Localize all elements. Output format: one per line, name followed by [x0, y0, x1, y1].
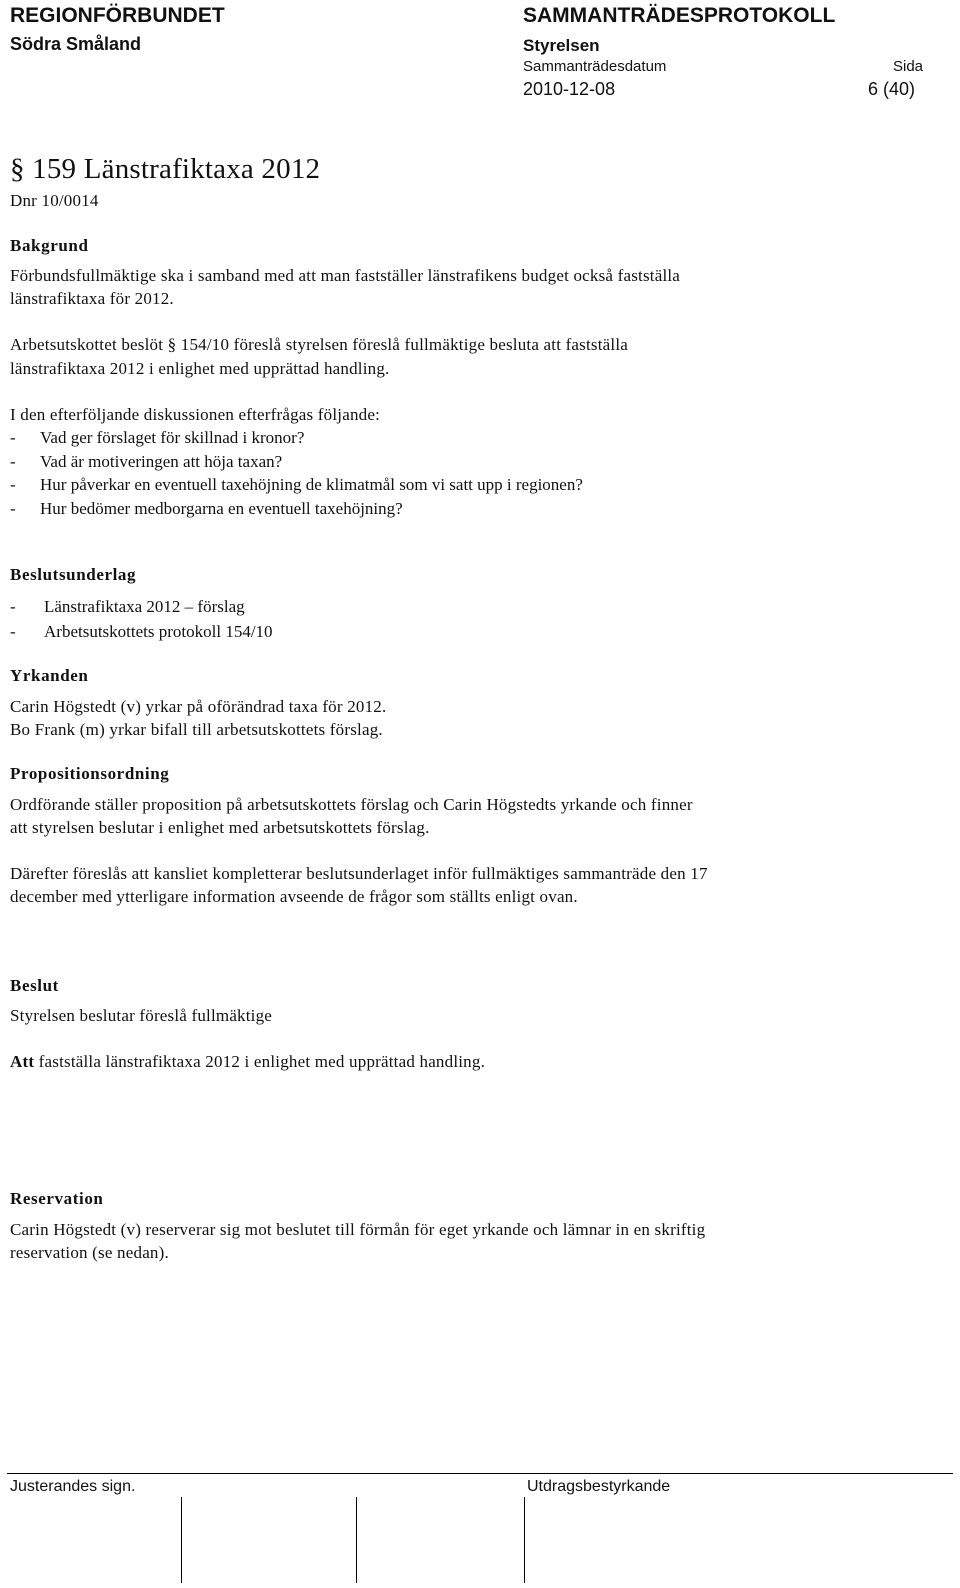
footer-divider	[7, 1473, 953, 1474]
heading-beslutsunderlag: Beslutsunderlag	[10, 565, 137, 584]
reservation-line1: Carin Högstedt (v) reserverar sig mot beslutet till förmån för eget yrkande och lämnar in en skriftig	[10, 1220, 706, 1239]
body-name: Styrelsen	[523, 36, 600, 55]
signature-box-divider	[524, 1497, 525, 1583]
beslutsunderlag-item: - Länstrafiktaxa 2012 – förslag	[10, 597, 245, 616]
heading-bakgrund: Bakgrund	[10, 236, 89, 255]
heading-propositionsordning: Propositionsordning	[10, 764, 170, 783]
yrkanden-line1: Carin Högstedt (v) yrkar på oförändrad taxa för 2012.	[10, 697, 387, 716]
heading-yrkanden: Yrkanden	[10, 666, 89, 685]
proposition-p1-line1: Ordförande ställer proposition på arbetsutskottets förslag och Carin Högstedts yrkande och finner	[10, 795, 693, 814]
heading-beslut: Beslut	[10, 976, 59, 995]
page-label: Sida	[893, 58, 924, 75]
yrkanden-line2: Bo Frank (m) yrkar bifall till arbetsutskottets förslag.	[10, 720, 383, 739]
org-name: REGIONFÖRBUNDET	[10, 4, 225, 27]
question-item: - Hur bedömer medborgarna en eventuell taxehöjning?	[10, 499, 403, 518]
signature-box-divider	[356, 1497, 357, 1583]
bakgrund-p2-line2: länstrafiktaxa 2012 i enlighet med upprättad handling.	[10, 359, 390, 378]
beslut-line1: Styrelsen beslutar föreslå fullmäktige	[10, 1006, 273, 1025]
date-label: Sammanträdesdatum	[523, 58, 667, 75]
question-item: - Hur påverkar en eventuell taxehöjning de klimatmål som vi satt upp i regionen?	[10, 475, 583, 494]
document-type: SAMMANTRÄDESPROTOKOLL	[523, 4, 836, 27]
reservation-line2: reservation (se nedan).	[10, 1243, 169, 1262]
dnr: Dnr 10/0014	[10, 191, 99, 210]
bakgrund-p1-line1: Förbundsfullmäktige ska i samband med att man fastställer länstrafikens budget också fastställa	[10, 266, 681, 285]
meeting-date: 2010-12-08	[523, 79, 616, 99]
proposition-p2-line1: Därefter föreslås att kansliet kompletterar beslutsunderlaget inför fullmäktiges sammanträde den 17	[10, 864, 708, 883]
question-item: - Vad ger förslaget för skillnad i kronor?	[10, 428, 305, 447]
section-title	[10, 153, 320, 186]
org-subname: Södra Småland	[10, 34, 142, 54]
page-number: 6 (40)	[868, 79, 916, 99]
proposition-p1-line2: att styrelsen beslutar i enlighet med arbetsutskottets förslag.	[10, 818, 430, 837]
footer-utdrag-label: Utdragsbestyrkande	[527, 1478, 671, 1495]
footer-justerandes-label: Justerandes sign.	[10, 1478, 136, 1495]
bakgrund-p3-intro: I den efterföljande diskussionen efterfrågas följande:	[10, 405, 381, 424]
bakgrund-p2-line1: Arbetsutskottet beslöt § 154/10 föreslå styrelsen föreslå fullmäktige besluta att fastställa	[10, 335, 628, 354]
question-item: - Vad är motiveringen att höja taxan?	[10, 452, 283, 471]
heading-reservation: Reservation	[10, 1189, 104, 1208]
bakgrund-p1-line2: länstrafiktaxa för 2012.	[10, 289, 174, 308]
signature-box-divider	[181, 1497, 182, 1583]
section-title-text: 159 Länstrafiktaxa 2012	[32, 153, 321, 185]
beslut-att: Att fastställa länstrafiktaxa 2012 i enlighet med upprättad handling.	[10, 1052, 486, 1071]
beslutsunderlag-item: - Arbetsutskottets protokoll 154/10	[10, 622, 273, 641]
proposition-p2-line2: december med ytterligare information avseende de frågor som ställts enligt ovan.	[10, 887, 578, 906]
paragraph-symbol: §	[10, 153, 25, 185]
